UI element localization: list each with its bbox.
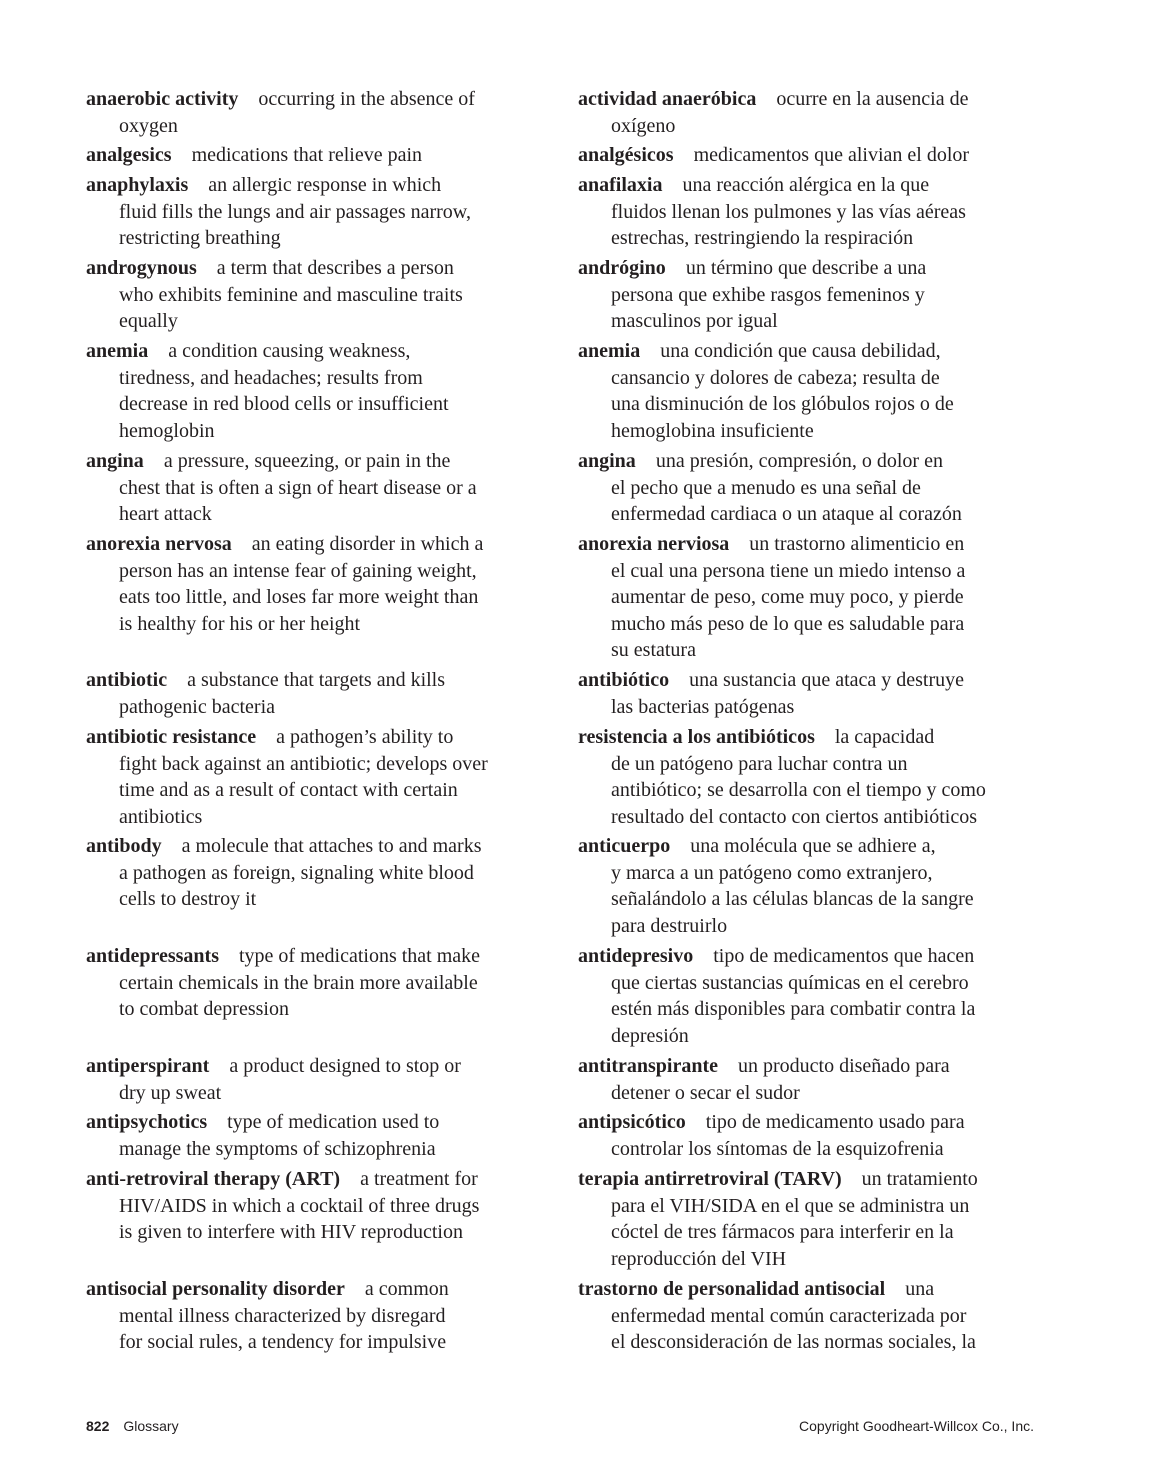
glossary-entry-english bbox=[86, 172, 471, 252]
definition-line: de un patógeno para luchar contra un bbox=[611, 752, 908, 775]
glossary-term: angina bbox=[86, 450, 144, 472]
definition-line: heart attack bbox=[119, 503, 212, 526]
glossary-entry-english bbox=[86, 142, 422, 169]
definition-text: un tratamiento bbox=[861, 1168, 978, 1190]
definition-line: pathogenic bacteria bbox=[119, 695, 276, 718]
definition-text: una condición que causa debilidad, bbox=[660, 340, 941, 362]
glossary-entry-english bbox=[86, 943, 480, 1023]
glossary-term: anorexia nervosa bbox=[86, 533, 232, 555]
glossary-entry-spanish bbox=[578, 531, 965, 664]
definition-line: cells to destroy it bbox=[119, 888, 257, 911]
definition-line bbox=[578, 255, 926, 282]
definition-line: señalándolo a las células blancas de la sangre bbox=[611, 888, 974, 911]
definition-line bbox=[578, 172, 966, 199]
glossary-entry-english bbox=[86, 1053, 461, 1106]
glossary-term: anorexia nerviosa bbox=[578, 533, 730, 555]
definition-line: que ciertas sustancias químicas en el cerebro bbox=[611, 971, 969, 994]
glossary-entry-english bbox=[86, 255, 463, 335]
definition-line bbox=[578, 448, 962, 475]
glossary-entry-english bbox=[86, 667, 445, 720]
glossary-term: antiperspirant bbox=[86, 1055, 210, 1077]
definition-line: una disminución de los glóbulos rojos o de bbox=[611, 393, 954, 416]
glossary-term: resistencia a los antibióticos bbox=[578, 726, 815, 748]
glossary-term: antidepresivo bbox=[578, 945, 694, 967]
definition-line: depresión bbox=[611, 1024, 689, 1047]
definition-line: las bacterias patógenas bbox=[611, 695, 795, 718]
definition-text: type of medication used to bbox=[227, 1111, 440, 1133]
glossary-term: antipsychotics bbox=[86, 1111, 208, 1133]
definition-line: el pecho que a menudo es una señal de bbox=[611, 476, 921, 499]
definition-text: la capacidad bbox=[834, 726, 935, 748]
glossary-entry-spanish bbox=[578, 1053, 950, 1106]
glossary-entry-spanish bbox=[578, 1276, 976, 1356]
page-footer-left bbox=[86, 1418, 179, 1434]
glossary-term: anemia bbox=[86, 340, 149, 362]
definition-text: a molecule that attaches to and marks bbox=[181, 835, 482, 857]
glossary-term: trastorno de personalidad antisocial bbox=[578, 1278, 886, 1300]
definition-line bbox=[86, 1053, 461, 1080]
glossary-entry-english bbox=[86, 1166, 479, 1246]
definition-line bbox=[578, 724, 986, 751]
definition-line: para el VIH/SIDA en el que se administra un bbox=[611, 1194, 970, 1217]
definition-line: HIV/AIDS in which a cocktail of three drugs bbox=[119, 1194, 480, 1217]
definition-line bbox=[86, 142, 422, 169]
definition-text: un trastorno alimenticio en bbox=[749, 533, 965, 555]
definition-line: controlar los síntomas de la esquizofrenia bbox=[611, 1137, 944, 1160]
definition-line: is given to interfere with HIV reproduction bbox=[119, 1221, 463, 1244]
glossary-entry-spanish bbox=[578, 1109, 965, 1162]
definition-line bbox=[578, 338, 954, 365]
glossary-entry-spanish bbox=[578, 833, 974, 939]
definition-line: decrease in red blood cells or insufficient bbox=[119, 393, 449, 416]
glossary-entry-spanish bbox=[578, 943, 975, 1049]
glossary-term: anemia bbox=[578, 340, 641, 362]
glossary-entry-english bbox=[86, 1109, 439, 1162]
definition-line bbox=[86, 172, 471, 199]
page-number: 822 bbox=[86, 1418, 110, 1434]
definition-line: time and as a result of contact with certain bbox=[119, 779, 458, 802]
glossary-term: anaphylaxis bbox=[86, 174, 189, 196]
glossary-term: anafilaxia bbox=[578, 174, 663, 196]
copyright: Copyright Goodheart-Willcox Co., Inc. bbox=[799, 1418, 1034, 1434]
definition-line bbox=[86, 1276, 449, 1303]
definition-text: type of medications that make bbox=[239, 945, 481, 967]
definition-line bbox=[86, 338, 449, 365]
glossary-term: terapia antirretroviral (TARV) bbox=[578, 1168, 842, 1190]
glossary-entry-spanish bbox=[578, 1166, 978, 1272]
definition-line: antibiotics bbox=[119, 805, 203, 828]
definition-line: fight back against an antibiotic; develops over bbox=[119, 752, 488, 775]
definition-line: tiredness, and headaches; results from bbox=[119, 366, 423, 389]
definition-line bbox=[86, 1109, 439, 1136]
definition-text: un término que describe a una bbox=[685, 257, 927, 279]
definition-line: resultado del contacto con ciertos antibióticos bbox=[611, 805, 977, 828]
glossary-term: antibiotic bbox=[86, 669, 168, 691]
glossary-term: anaerobic activity bbox=[86, 88, 239, 110]
definition-line: estrechas, restringiendo la respiración bbox=[611, 227, 914, 250]
definition-line: enfermedad cardiaca o un ataque al corazón bbox=[611, 503, 962, 526]
definition-line bbox=[578, 1276, 976, 1303]
definition-line: el desconsideración de las normas sociales, la bbox=[611, 1331, 976, 1354]
definition-text: medicamentos que alivian el dolor bbox=[693, 144, 970, 166]
glossary-entry-spanish bbox=[578, 338, 954, 444]
definition-text: tipo de medicamentos que hacen bbox=[713, 945, 975, 967]
definition-line: aumentar de peso, come muy poco, y pierde bbox=[611, 586, 964, 609]
definition-line: restricting breathing bbox=[119, 227, 281, 250]
definition-line: oxígeno bbox=[611, 114, 676, 137]
definition-line bbox=[86, 1166, 479, 1193]
definition-line: oxygen bbox=[119, 114, 178, 137]
definition-line: cóctel de tres fármacos para interferir en la bbox=[611, 1221, 954, 1244]
glossary-term: antibiótico bbox=[578, 669, 670, 691]
glossary-entry-spanish bbox=[578, 255, 926, 335]
glossary-entry-spanish bbox=[578, 142, 969, 169]
glossary-term: antitranspirante bbox=[578, 1055, 718, 1077]
definition-line bbox=[86, 943, 480, 970]
definition-text: una bbox=[905, 1278, 935, 1300]
definition-text: a pressure, squeezing, or pain in the bbox=[163, 450, 451, 472]
definition-line: persona que exhibe rasgos femeninos y bbox=[611, 283, 925, 306]
glossary-term: andrógino bbox=[578, 257, 666, 279]
definition-line: certain chemicals in the brain more available bbox=[119, 971, 478, 994]
definition-text: a product designed to stop or bbox=[229, 1055, 461, 1077]
definition-line: fluidos llenan los pulmones y las vías aéreas bbox=[611, 200, 966, 223]
definition-line bbox=[578, 667, 964, 694]
definition-line bbox=[86, 531, 483, 558]
glossary-term: anticuerpo bbox=[578, 835, 671, 857]
glossary-term: angina bbox=[578, 450, 636, 472]
definition-text: una reacción alérgica en la que bbox=[682, 174, 930, 196]
glossary-term: androgynous bbox=[86, 257, 197, 279]
definition-text: an allergic response in which bbox=[208, 174, 442, 196]
glossary-entry-spanish bbox=[578, 172, 966, 252]
definition-text: a treatment for bbox=[360, 1168, 478, 1190]
definition-line: chest that is often a sign of heart disease or a bbox=[119, 476, 477, 499]
glossary-term: analgesics bbox=[86, 144, 172, 166]
glossary-entry-spanish bbox=[578, 724, 986, 830]
definition-line: to combat depression bbox=[119, 998, 289, 1021]
definition-text: a common bbox=[364, 1278, 449, 1300]
section-name: Glossary bbox=[123, 1418, 179, 1434]
glossary-term: antisocial personality disorder bbox=[86, 1278, 345, 1300]
definition-line bbox=[578, 943, 975, 970]
definition-line: for social rules, a tendency for impulsive bbox=[119, 1331, 447, 1354]
definition-line: reproducción del VIH bbox=[611, 1247, 787, 1270]
definition-line bbox=[578, 86, 968, 113]
definition-line bbox=[86, 833, 481, 860]
definition-line: estén más disponibles para combatir contra la bbox=[611, 998, 976, 1021]
definition-line: equally bbox=[119, 310, 178, 333]
definition-line bbox=[86, 724, 488, 751]
definition-line bbox=[578, 1053, 950, 1080]
glossary-term: analgésicos bbox=[578, 144, 674, 166]
definition-line bbox=[86, 667, 445, 694]
definition-line bbox=[578, 531, 965, 558]
definition-line bbox=[86, 448, 477, 475]
definition-line: eats too little, and loses far more weight than bbox=[119, 586, 479, 609]
definition-line: y marca a un patógeno como extranjero, bbox=[611, 861, 933, 884]
definition-text: occurring in the absence of bbox=[258, 88, 475, 110]
definition-line: enfermedad mental común caracterizada por bbox=[611, 1304, 967, 1327]
glossary-term: antibiotic resistance bbox=[86, 726, 257, 748]
definition-line: mental illness characterized by disregard bbox=[119, 1304, 446, 1327]
definition-text: una molécula que se adhiere a, bbox=[690, 835, 936, 857]
definition-line: cansancio y dolores de cabeza; resulta de bbox=[611, 366, 940, 389]
definition-line: detener o secar el sudor bbox=[611, 1081, 800, 1104]
glossary-entry-english bbox=[86, 86, 475, 139]
definition-line bbox=[578, 1109, 965, 1136]
glossary-term: antibody bbox=[86, 835, 162, 857]
definition-text: medications that relieve pain bbox=[191, 144, 423, 166]
definition-text: una presión, compresión, o dolor en bbox=[655, 450, 943, 472]
glossary-entry-english bbox=[86, 724, 488, 830]
definition-text: tipo de medicamento usado para bbox=[705, 1111, 965, 1133]
glossary-entry-english bbox=[86, 1276, 449, 1356]
definition-line: hemoglobin bbox=[119, 419, 215, 442]
definition-line: masculinos por igual bbox=[611, 310, 778, 333]
definition-line bbox=[578, 142, 969, 169]
definition-line bbox=[86, 255, 463, 282]
definition-line: dry up sweat bbox=[119, 1081, 222, 1104]
definition-line: person has an intense fear of gaining weight, bbox=[119, 559, 477, 582]
glossary-term: antidepressants bbox=[86, 945, 219, 967]
definition-text: un producto diseñado para bbox=[738, 1055, 950, 1077]
definition-text: an eating disorder in which a bbox=[251, 533, 484, 555]
definition-line bbox=[86, 86, 475, 113]
definition-text: a term that describes a person bbox=[216, 257, 454, 279]
glossary-entry-english bbox=[86, 531, 483, 637]
glossary-entry-english bbox=[86, 833, 481, 913]
glossary-term: anti-retroviral therapy (ART) bbox=[86, 1168, 341, 1190]
definition-line bbox=[578, 1166, 978, 1193]
definition-line: fluid fills the lungs and air passages narrow, bbox=[119, 200, 471, 223]
definition-text: una sustancia que ataca y destruye bbox=[689, 669, 965, 691]
definition-line: a pathogen as foreign, signaling white blood bbox=[119, 861, 474, 884]
glossary-entry-spanish bbox=[578, 448, 962, 528]
definition-text: a substance that targets and kills bbox=[187, 669, 446, 691]
definition-line: para destruirlo bbox=[611, 914, 728, 937]
definition-text: a condition causing weakness, bbox=[168, 340, 411, 362]
definition-line: hemoglobina insuficiente bbox=[611, 419, 814, 442]
definition-line: manage the symptoms of schizophrenia bbox=[119, 1137, 436, 1160]
glossary-term: antipsicótico bbox=[578, 1111, 686, 1133]
definition-line: is healthy for his or her height bbox=[119, 612, 361, 635]
definition-text: ocurre en la ausencia de bbox=[776, 88, 969, 110]
definition-line: who exhibits feminine and masculine traits bbox=[119, 283, 463, 306]
definition-line: su estatura bbox=[611, 639, 696, 662]
definition-line: el cual una persona tiene un miedo intenso a bbox=[611, 559, 966, 582]
definition-text: a pathogen’s ability to bbox=[276, 726, 454, 748]
glossary-entry-spanish bbox=[578, 86, 968, 139]
definition-line: mucho más peso de lo que es saludable para bbox=[611, 612, 965, 635]
glossary-entry-spanish bbox=[578, 667, 964, 720]
glossary-term: actividad anaeróbica bbox=[578, 88, 757, 110]
glossary-entry-english bbox=[86, 338, 449, 444]
definition-line bbox=[578, 833, 974, 860]
definition-line: antibiótico; se desarrolla con el tiempo y como bbox=[611, 779, 986, 802]
glossary-entry-english bbox=[86, 448, 477, 528]
